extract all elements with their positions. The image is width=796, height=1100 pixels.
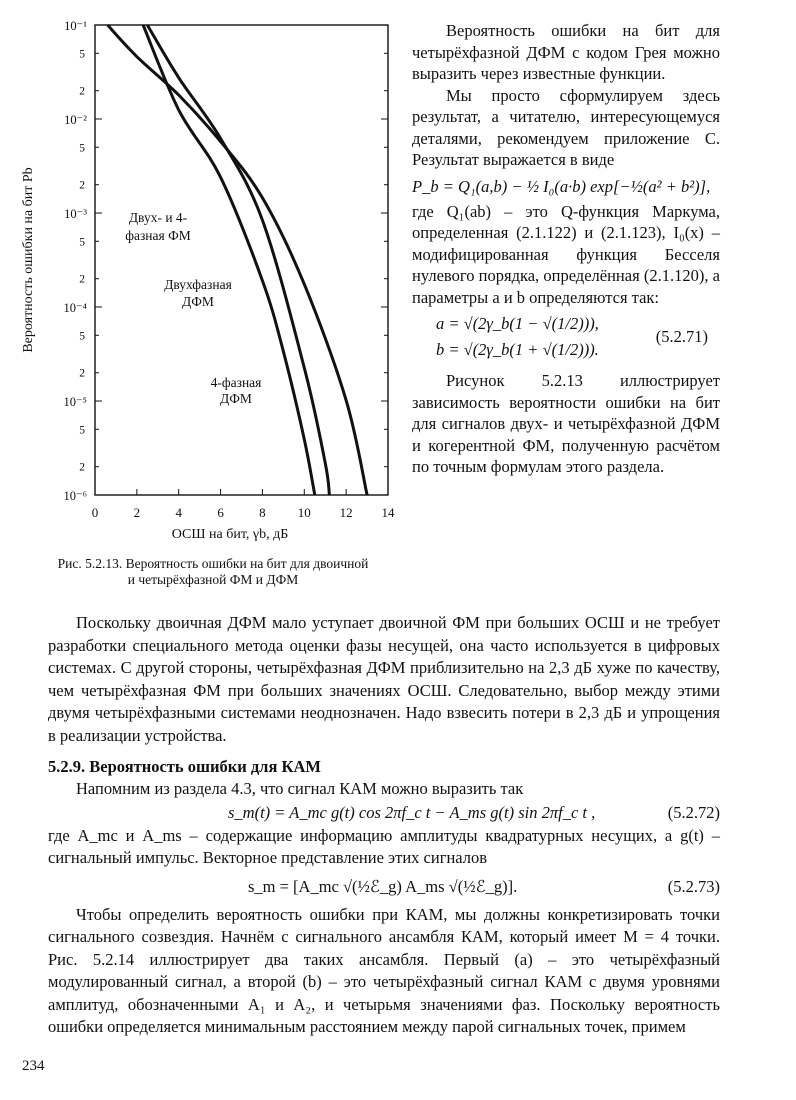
y-minor-tick-label: 2 (79, 179, 85, 192)
y-minor-tick-label: 5 (79, 330, 85, 343)
x-tick-label: 2 (133, 505, 141, 520)
y-minor-tick-label: 2 (79, 367, 85, 380)
x-tick-label: 12 (339, 505, 353, 520)
figure-caption-line1: Рис. 5.2.13. Вероятность ошибки на бит для двоичной (57, 556, 369, 571)
right-column (412, 20, 720, 478)
body-paragraph-2: Напомним из раздела 4.3, что сигнал КАМ можно выразить так (76, 779, 524, 798)
x-tick-label: 14 (381, 505, 395, 520)
annotation-dpsk-binary-label: Двухфазная (164, 277, 232, 292)
x-tick-label: 10 (297, 505, 311, 520)
equation-sm: s_m(t) = A_mc g(t) cos 2πf_c t − A_ms g(t) sin 2πf_c t , (228, 802, 596, 822)
annotation-dpsk-4phase-label: 4-фазная (210, 375, 262, 390)
annotation-dpsk-binary-label-2: ДФМ (182, 294, 214, 309)
plot-frame (95, 25, 388, 495)
y-tick-label: 10⁻³ (64, 207, 87, 221)
annotation-dpsk-4phase-label-2: ДФМ (220, 391, 252, 406)
chart-axes (95, 25, 388, 495)
y-tick-label: 10⁻² (64, 113, 87, 127)
body-paragraph-1: Поскольку двоичная ДФМ мало уступает двоичной ФМ при больших ОСШ и не требует разработки специального метода оценки фазы несущей, она часто используется в цифровых системах. С другой стороны, четырёхфазная ДФМ приблизительно на 2,3 дБ хуже по качеству, чем четырёхфазная ФМ при больших значениях ОСШ. Следовательно, выбор между этими двумя четырёхфазными системами неоднозначен. Надо взвесить потери в 2,3 дБ и упрощения в реализации устройства. (48, 613, 720, 745)
equation-a: a = √(2γ_b(1 − √(1/2))), (436, 314, 599, 333)
y-minor-tick-label: 2 (79, 85, 85, 98)
y-tick-label: 10⁻¹ (64, 19, 87, 33)
right-paragraph-1: Вероятность ошибки на бит для четырёхфазной ДФМ с кодом Грея можно выразить через известные функции. (412, 21, 720, 83)
right-paragraph-3: где Q₁(ab) – это Q-функция Маркума, определенная (2.1.122) и (2.1.123), I₀(x) – модифицированная функция Бесселя нулевого порядка, определённая (2.1.120), а параметры a и b определяются так: (412, 201, 720, 307)
figure-caption-line2: и четырёхфазной ФМ и ДФМ (127, 572, 299, 587)
curve-series-0 (143, 25, 315, 495)
right-paragraph-2: Мы просто сформулируем здесь результат, а читателю, интересующемуся деталями, рекомендуем приложение С. Результат выражается в виде (412, 85, 720, 169)
equation-block-5-2-72 (48, 801, 720, 825)
x-axis-label: ОСШ на бит, γb, дБ (171, 527, 289, 542)
equation-number-5-2-71: (5.2.71) (655, 327, 708, 346)
ber-chart (0, 0, 410, 590)
y-tick-label: 10⁻⁴ (63, 301, 87, 315)
y-minor-tick-label: 5 (79, 48, 85, 61)
x-tick-label: 6 (217, 505, 224, 520)
equation-pb: P_b = Q₁(a,b) − ½ I₀(a·b) exp[−½(a² + b²)], (412, 176, 711, 196)
equation-number-5-2-72: (5.2.72) (667, 802, 720, 822)
page-number: 234 (22, 1058, 45, 1074)
right-paragraph-4: Рисунок 5.2.13 иллюстрирует зависимость вероятности ошибки на бит для сигналов двух- и четырёхфазной ДФМ и когерентной ФМ, полученную расчётом по точным формулам этого раздела. (412, 371, 720, 476)
y-minor-tick-label: 2 (79, 273, 85, 286)
y-axis-ticks (64, 19, 388, 503)
y-minor-tick-label: 2 (79, 461, 85, 474)
y-axis-label: Вероятность ошибки на бит Pb (21, 167, 36, 353)
section-heading: 5.2.9. Вероятность ошибки для КАМ (48, 757, 321, 776)
curves (108, 25, 368, 495)
equation-number-5-2-73: (5.2.73) (667, 876, 720, 896)
equation-vector: s_m = [A_mc √(½ℰ_g) A_ms √(½ℰ_g)]. (248, 876, 518, 896)
body-paragraph-4: Чтобы определить вероятность ошибки при КАМ, мы должны конкретизировать точки сигнального созвездия. Начнём с сигнального ансамбля КАМ, который имеет M = 4 точки. Рис. 5.2.14 иллюстрирует два таких ансамбля. Первый (a) – это четырёхфазный модулированный сигнал, а второй (b) – это четырёхфазный сигнал КАМ с двумя уровнями амплитуд, обозначенными A₁ и A₂, и четырьмя значениями фаз. Поскольку вероятность ошибки определяется минимальным расстоянием между парой сигнальных точек, примем (48, 904, 720, 1036)
y-tick-label: 10⁻⁶ (63, 489, 87, 503)
annotation-psk-label: Двух- и 4- (128, 210, 188, 225)
y-minor-tick-label: 5 (79, 142, 85, 155)
curve-series-2 (108, 25, 368, 495)
x-tick-label: 8 (259, 505, 266, 520)
x-axis-ticks (92, 489, 395, 520)
equation-block-5-2-73 (48, 870, 720, 904)
body-paragraph-3: где A_mc и A_ms – содержащие информацию амплитуды квадратурных несущих, а g(t) – сигнальный импульс. Векторное представление этих сигналов (48, 825, 720, 867)
y-minor-tick-label: 5 (79, 236, 85, 249)
y-minor-tick-label: 5 (79, 424, 85, 437)
equation-block-5-2-71 (412, 310, 720, 366)
equation-b: b = √(2γ_b(1 + √(1/2))). (436, 340, 599, 359)
body-text (48, 612, 720, 1039)
x-tick-label: 4 (175, 505, 182, 520)
x-tick-label: 0 (91, 505, 99, 520)
annotation-psk-label-2: фазная ФМ (125, 228, 191, 243)
y-tick-label: 10⁻⁵ (63, 395, 87, 409)
